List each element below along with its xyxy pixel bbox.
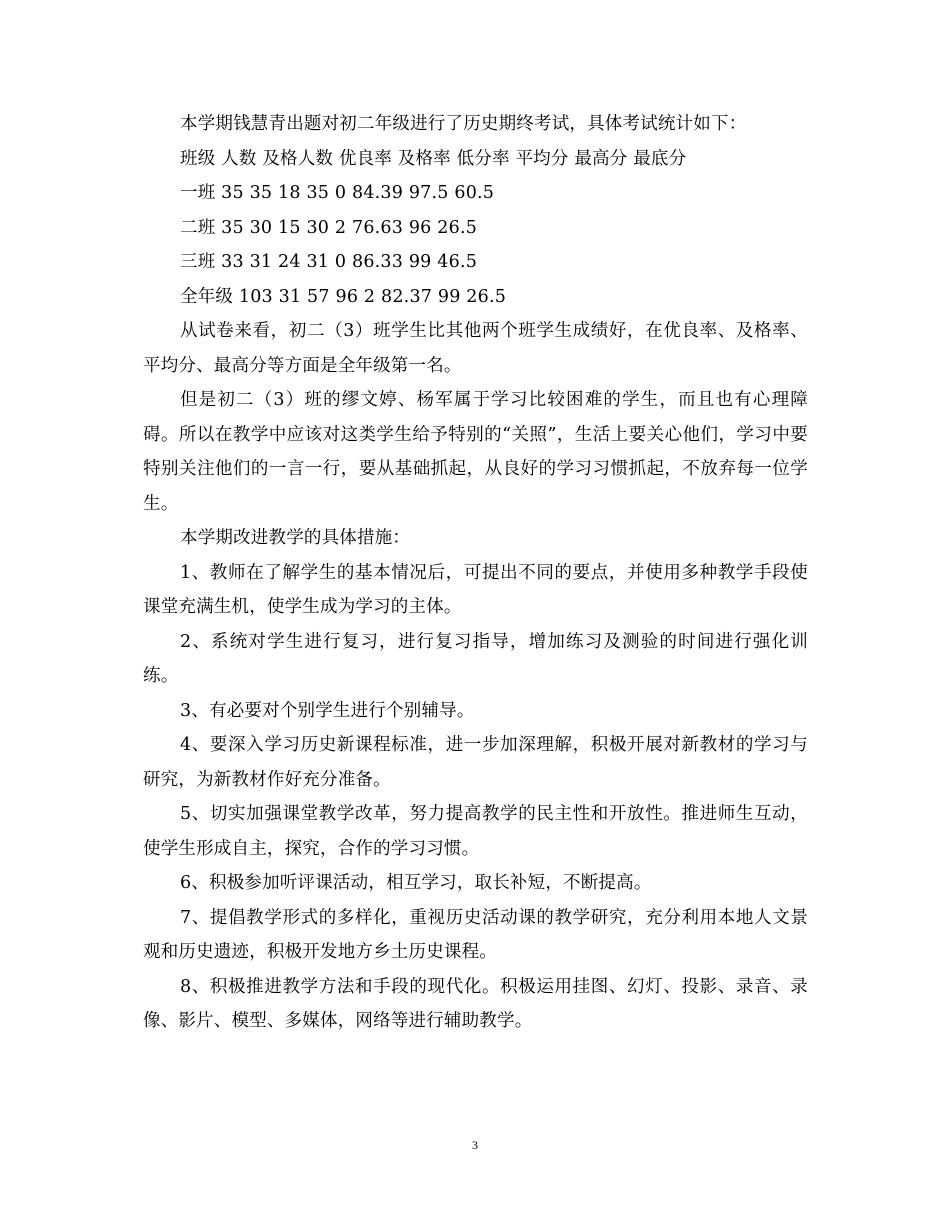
- measure-item-1: 1、教师在了解学生的基本情况后，可提出不同的要点，并使用多种教学手段使课堂充满生机，使学生成为学习的主体。: [143, 562, 808, 617]
- measure-item-3: 3、有必要对个别学生进行个别辅导。: [180, 700, 475, 721]
- measures-heading: 本学期改进教学的具体措施：: [180, 528, 411, 548]
- measure-item-7: 7、提倡教学形式的多样化，重视历史活动课的教学研究，充分利用本地人文景观和历史遗迹，积极开发地方乡土历史课程。: [143, 907, 808, 962]
- difficult-students-paragraph: 但是初二（3）班的缪文婷、杨军属于学习比较困难的学生，而且也有心理障碍。所以在教学中应该对这类学生给予特别的“关照”，生活上要关心他们，学习中要特别关注他们的一言一行，要从基础抓起，从良好的学习习惯抓起，不放弃每一位学生。: [143, 390, 808, 514]
- measure-item-4: 4、要深入学习历史新课程标准，进一步加深理解，积极开展对新教材的学习与研究，为新教材作好充分准备。: [143, 735, 808, 790]
- analysis-paragraph: 从试卷来看，初二（3）班学生比其他两个班学生成绩好，在优良率、及格率、平均分、最高分等方面是全年级第一名。: [143, 321, 808, 376]
- stats-row-class-3: 三班 33 31 24 31 0 86.33 99 46.5: [180, 252, 478, 272]
- stats-row-class-1: 一班 35 35 18 35 0 84.39 97.5 60.5: [180, 183, 495, 203]
- stats-row-class-2: 二班 35 30 15 30 2 76.63 96 26.5: [180, 217, 478, 238]
- document-body: [143, 107, 808, 1039]
- measure-item-6: 6、积极参加听评课活动，相互学习，取长补短，不断提高。: [180, 873, 652, 893]
- intro-paragraph: 本学期钱慧青出题对初二年级进行了历史期终考试，具体考试统计如下：: [180, 114, 747, 134]
- page-number: 3: [472, 1138, 478, 1152]
- measure-item-8: 8、积极推进教学方法和手段的现代化。积极运用挂图、幻灯、投影、录音、录像、影片、模型、多媒体，网络等进行辅助教学。: [143, 976, 808, 1031]
- measure-item-2: 2、系统对学生进行复习，进行复习指导，增加练习及测验的时间进行强化训练。: [143, 631, 808, 686]
- stats-row-grade-total: 全年级 103 31 57 96 2 82.37 99 26.5: [180, 286, 507, 307]
- stats-header-line: 班级 人数 及格人数 优良率 及格率 低分率 平均分 最高分 最底分: [180, 148, 687, 169]
- measure-item-5: 5、切实加强课堂教学改革，努力提高教学的民主性和开放性。推进师生互动，使学生形成自主，探究，合作的学习习惯。: [143, 804, 808, 859]
